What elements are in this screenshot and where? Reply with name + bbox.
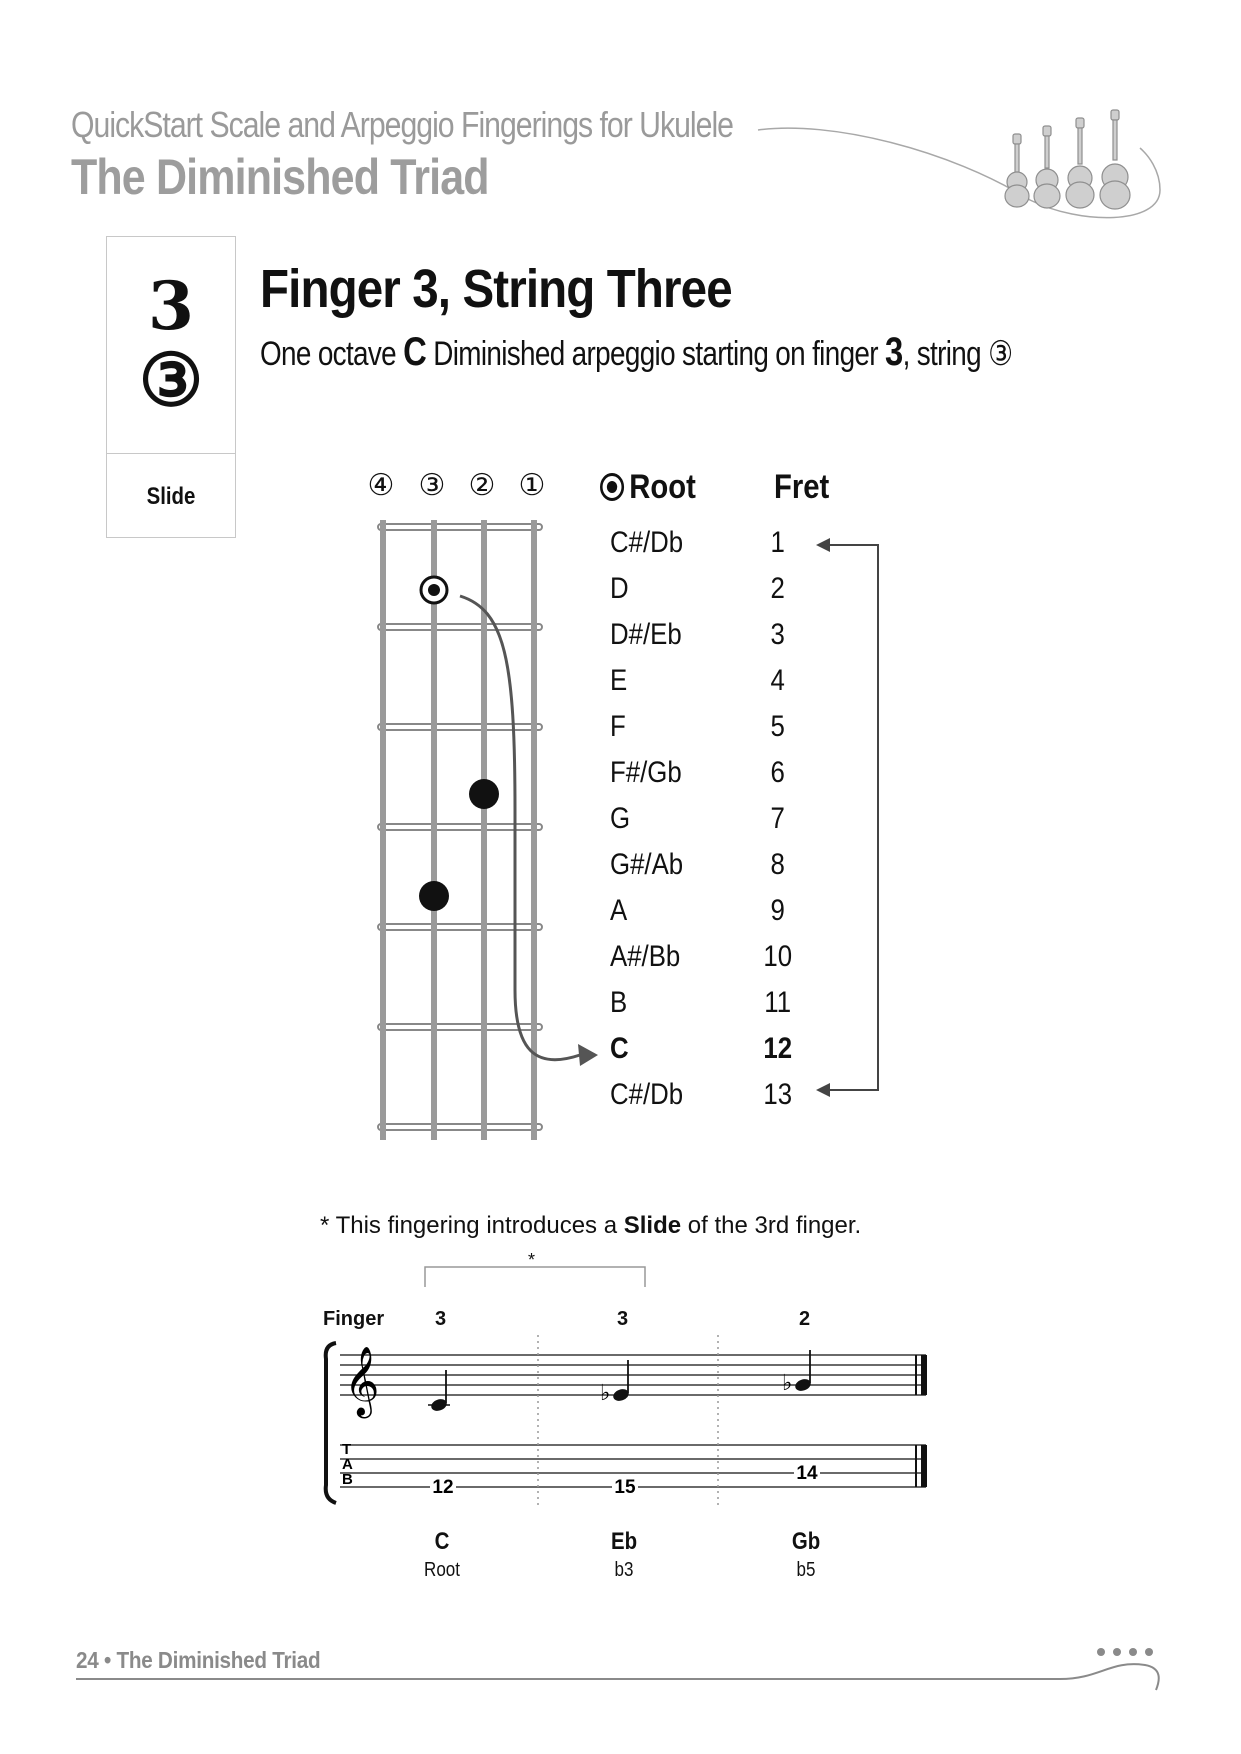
finger-dot [469, 779, 499, 809]
note-name: E [610, 664, 628, 697]
string-label-3: ③ [418, 468, 446, 503]
note-name: D#/Eb [610, 618, 682, 651]
fret-number: 12 [763, 1032, 793, 1065]
staff-lines [340, 1355, 926, 1395]
finger-label: Finger [323, 1308, 385, 1330]
note-name: F#/Gb [610, 756, 682, 789]
octave-bracket [810, 530, 890, 1110]
section-subtitle [260, 330, 1012, 375]
note-name: C#/Db [610, 1078, 684, 1111]
note-name: A#/Bb [610, 940, 681, 973]
treble-clef-icon: 𝄞 [344, 1346, 380, 1416]
note-c [428, 1370, 450, 1413]
system-brace [326, 1343, 336, 1503]
footer-separator: • [103, 1647, 111, 1673]
tab-fret-1: 12 [432, 1477, 454, 1498]
tab-letter-t: T [342, 1441, 352, 1458]
root-header-label: Root [629, 468, 696, 506]
svg-text:♭: ♭ [600, 1381, 611, 1406]
note-e-flat [600, 1360, 630, 1406]
fingering-badge [106, 236, 236, 538]
degree-interval-1: Root [424, 1559, 460, 1581]
slide-arrow [460, 596, 580, 1060]
fret-number: 8 [770, 848, 785, 881]
badge-technique: Slide [146, 483, 196, 510]
note-name: B [610, 986, 628, 1019]
subtitle-key: C [403, 330, 427, 374]
fret-number: 6 [770, 756, 785, 789]
badge-finger-number: 3 [148, 267, 194, 345]
root-dot-center [428, 584, 440, 596]
note-g-flat [782, 1350, 812, 1396]
section-title: Finger 3, String Three [260, 259, 732, 319]
fret-header: Fret [774, 468, 830, 506]
tab-letter-b: B [342, 1471, 353, 1488]
fret-number: 13 [763, 1078, 793, 1111]
header-ukulele-decoration [700, 100, 1180, 240]
subtitle-string: ③ [988, 334, 1013, 374]
fret-number: 10 [763, 940, 793, 973]
note-name: G#/Ab [610, 848, 684, 881]
footnote [320, 1212, 861, 1240]
root-target-icon [600, 473, 624, 501]
fret-number: 9 [770, 894, 785, 927]
footer-page-number: 24 [76, 1647, 99, 1673]
degree-note-3: Gb [791, 1528, 821, 1555]
string-label-2: ② [468, 468, 496, 503]
fret-number: 11 [764, 986, 792, 1019]
footnote-bold: Slide [623, 1212, 682, 1239]
subtitle-finger: 3 [884, 330, 903, 374]
fret-number: 2 [770, 572, 785, 605]
slide-arrow-head [578, 1044, 598, 1066]
svg-text:♭: ♭ [782, 1371, 793, 1396]
degree-note-2: Eb [610, 1528, 638, 1555]
finger-2: 3 [617, 1308, 629, 1330]
subtitle-text-1: One octave [260, 335, 404, 373]
fretboard-diagram [360, 510, 620, 1150]
degree-interval-3: b5 [796, 1559, 816, 1581]
note-name: G [610, 802, 631, 835]
degree-interval-2: b3 [614, 1559, 634, 1581]
note-name: F [610, 710, 626, 743]
string-1-line [531, 520, 537, 1140]
footnote-text-1: * This fingering introduces a [320, 1212, 624, 1239]
book-title: QuickStart Scale and Arpeggio Fingerings for Ukulele [71, 104, 733, 145]
fret-number: 7 [770, 802, 785, 835]
note-name: C [610, 1032, 629, 1065]
fret-number: 5 [770, 710, 785, 743]
notation-staff [318, 1335, 938, 1515]
string-label-1: ① [518, 468, 546, 503]
tab-fret-3: 14 [796, 1463, 818, 1484]
degree-note-1: C [434, 1528, 450, 1555]
string-3-line [431, 520, 437, 1140]
root-header [600, 468, 696, 507]
chapter-title: The Diminished Triad [71, 149, 489, 205]
tab-letter-a: A [342, 1456, 353, 1473]
fret-number: 1 [770, 526, 785, 559]
finger-3: 2 [799, 1308, 811, 1330]
subtitle-text-2: Diminished arpeggio starting on finger [426, 335, 885, 373]
note-name: A [610, 894, 628, 927]
note-name: C#/Db [610, 526, 684, 559]
footer-chapter: The Diminished Triad [116, 1647, 321, 1673]
footnote-text-2: of the 3rd finger. [681, 1212, 862, 1239]
string-label-4: ④ [367, 468, 395, 503]
badge-divider [107, 453, 235, 454]
fret-number: 3 [770, 618, 785, 651]
slide-marker: * [528, 1250, 536, 1270]
string-4-line [380, 520, 386, 1140]
finger-dot [419, 881, 449, 911]
footer-dots-icon [1097, 1648, 1153, 1656]
note-name: D [610, 572, 629, 605]
fret-number: 4 [770, 664, 785, 697]
badge-string-number: ③ [138, 337, 204, 422]
footer-rule [70, 1640, 1180, 1700]
tab-fret-2: 15 [614, 1477, 636, 1498]
subtitle-text-3: , string [902, 335, 989, 373]
fret-lines [378, 524, 542, 1130]
finger-1: 3 [435, 1308, 447, 1330]
